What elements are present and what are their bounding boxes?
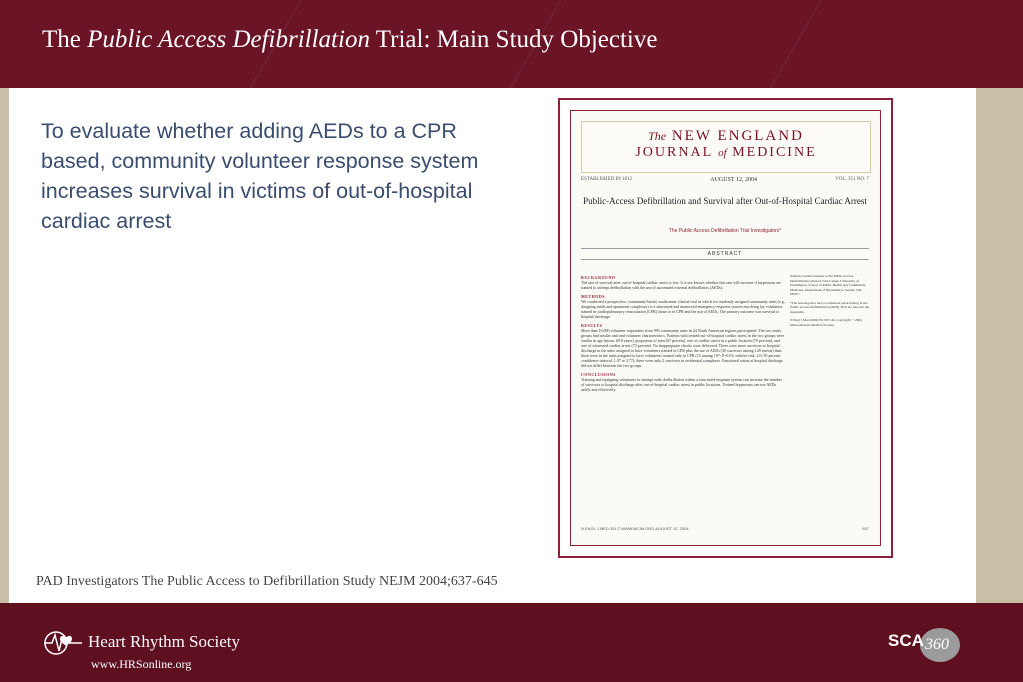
- section-text: The rate of survival after out-of-hospital cardiac arrest is low. It is not known whether this rate will increase if laypersons are trained to attempt defibrillation with the use of automated external defibrillators (AEDs).: [581, 280, 781, 290]
- abstract-body: [581, 271, 786, 392]
- masthead-line-2: [582, 145, 870, 161]
- title-prefix: The: [42, 26, 88, 53]
- abstract-side-notes: [790, 274, 870, 327]
- objective-text: To evaluate whether adding AEDs to a CPR based, community volunteer response system increases survival in victims of out-of-hospital cardiac arrest: [41, 119, 479, 233]
- section-label: METHODS: [581, 294, 605, 299]
- org-name: Heart Rhythm Society: [88, 632, 241, 651]
- side-note: N Engl J Med 2004;351:637-46. Copyright © 2004 Massachusetts Medical Society.: [790, 318, 862, 327]
- section-label: RESULTS: [581, 323, 603, 328]
- journal-page-inner: [570, 110, 881, 546]
- title-bar: [0, 0, 1023, 88]
- masthead-of: of: [718, 147, 727, 159]
- section-text: Training and equipping volunteers to attempt early defibrillation within a structured response system can increase the number of survivors to hospital discharge after out-of-hospital cardiac arrest in public locations. Trained laypersons can use AEDs safely and effectively.: [581, 377, 782, 392]
- slide-title: [42, 26, 657, 54]
- journal-page-number: 637: [862, 526, 869, 531]
- section-label: CONCLUSIONS: [581, 372, 616, 377]
- masthead-journal: JOURNAL: [635, 145, 713, 160]
- header-decoration: [720, 0, 822, 88]
- sca-number: 360: [925, 636, 949, 653]
- journal-footer-left: N ENGL J MED 351;7 WWW.NEJM.ORG AUGUST 12, 2004: [581, 526, 689, 531]
- slide-content: [9, 88, 976, 603]
- website-url: www.HRSonline.org: [91, 657, 192, 671]
- volume-text: VOL. 351 NO. 7: [835, 177, 869, 182]
- heart-rhythm-logo-icon: [42, 629, 84, 657]
- title-italic: Public Access Defibrillation: [87, 26, 370, 53]
- title-suffix: Trial: Main Study Objective: [369, 26, 658, 53]
- abstract-label: ABSTRACT: [581, 248, 869, 260]
- citation-text: PAD Investigators The Public Access to Defibrillation Study NEJM 2004;637-645: [36, 574, 498, 589]
- masthead-new-england: NEW ENGLAND: [671, 128, 804, 144]
- article-authors: The Public Access Defibrillation Trial Investigators*: [668, 228, 782, 234]
- masthead-medicine: MEDICINE: [732, 145, 817, 160]
- issue-date: AUGUST 12, 2004: [710, 177, 757, 183]
- masthead-the: The: [648, 129, 667, 143]
- journal-masthead: [581, 121, 871, 173]
- section-label: BACKGROUND: [581, 275, 616, 280]
- journal-page-image: [558, 98, 893, 558]
- section-text: We conducted a prospective, community-based, multicenter clinical trial in which we randomly assigned community units (e.g., shopping malls and apartment complexes) to a structured and monitored emergency-response system involving lay volunteers trained in cardiopulmonary resuscitation (CPR) alone or in CPR and the use of AEDs. The primary outcome was survival to hospital discharge.: [581, 299, 786, 319]
- established-text: ESTABLISHED IN 1812: [581, 177, 632, 182]
- journal-dateline: [581, 177, 869, 183]
- masthead-line-1: [582, 128, 870, 145]
- side-note: *The investigators and coordinators participating in the Public Access Defibrillation (PAD) Trial are listed in the Appendix.: [790, 300, 870, 314]
- side-note: Address reprint requests to the Public Access Defibrillation Clinical Trial Center, University of Washington, School of Public Health and Community Medicine, Department of Biostatistics, Seattle, WA 98105.: [790, 274, 866, 296]
- section-text: More than 19,000 volunteer responders from 993 community units in 24 North American regions participated. The two study groups had similar unit and volunteer characteristics. Patients with treated out-of-hospital cardiac arrest in the two groups were similar in age (mean, 69.8 years), proportion of men (67 percent), rate of cardiac arrest in a public location (70 percent), and rate of witnessed cardiac arrest (72 percent). No inappropriate shocks were delivered. There were more survivors to hospital discharge in the units assigned to have volunteers trained in CPR plus the use of AEDs (30 survivors among 128 arrests) than there were in the units assigned to have volunteers trained only in CPR (15 among 107; P=0.03; relative risk, 2.0; 95 percent confidence interval, 1.07 to 3.77); there were only 2 survivors in residential complexes. Functional status at hospital discharge did not differ between the two groups.: [581, 328, 785, 368]
- footer-bar: [0, 603, 1023, 682]
- journal-footer: [581, 526, 869, 531]
- sca-text: SCA: [888, 631, 924, 650]
- article-title: Public-Access Defibrillation and Survival after Out-of-Hospital Cardiac Arrest: [583, 196, 867, 206]
